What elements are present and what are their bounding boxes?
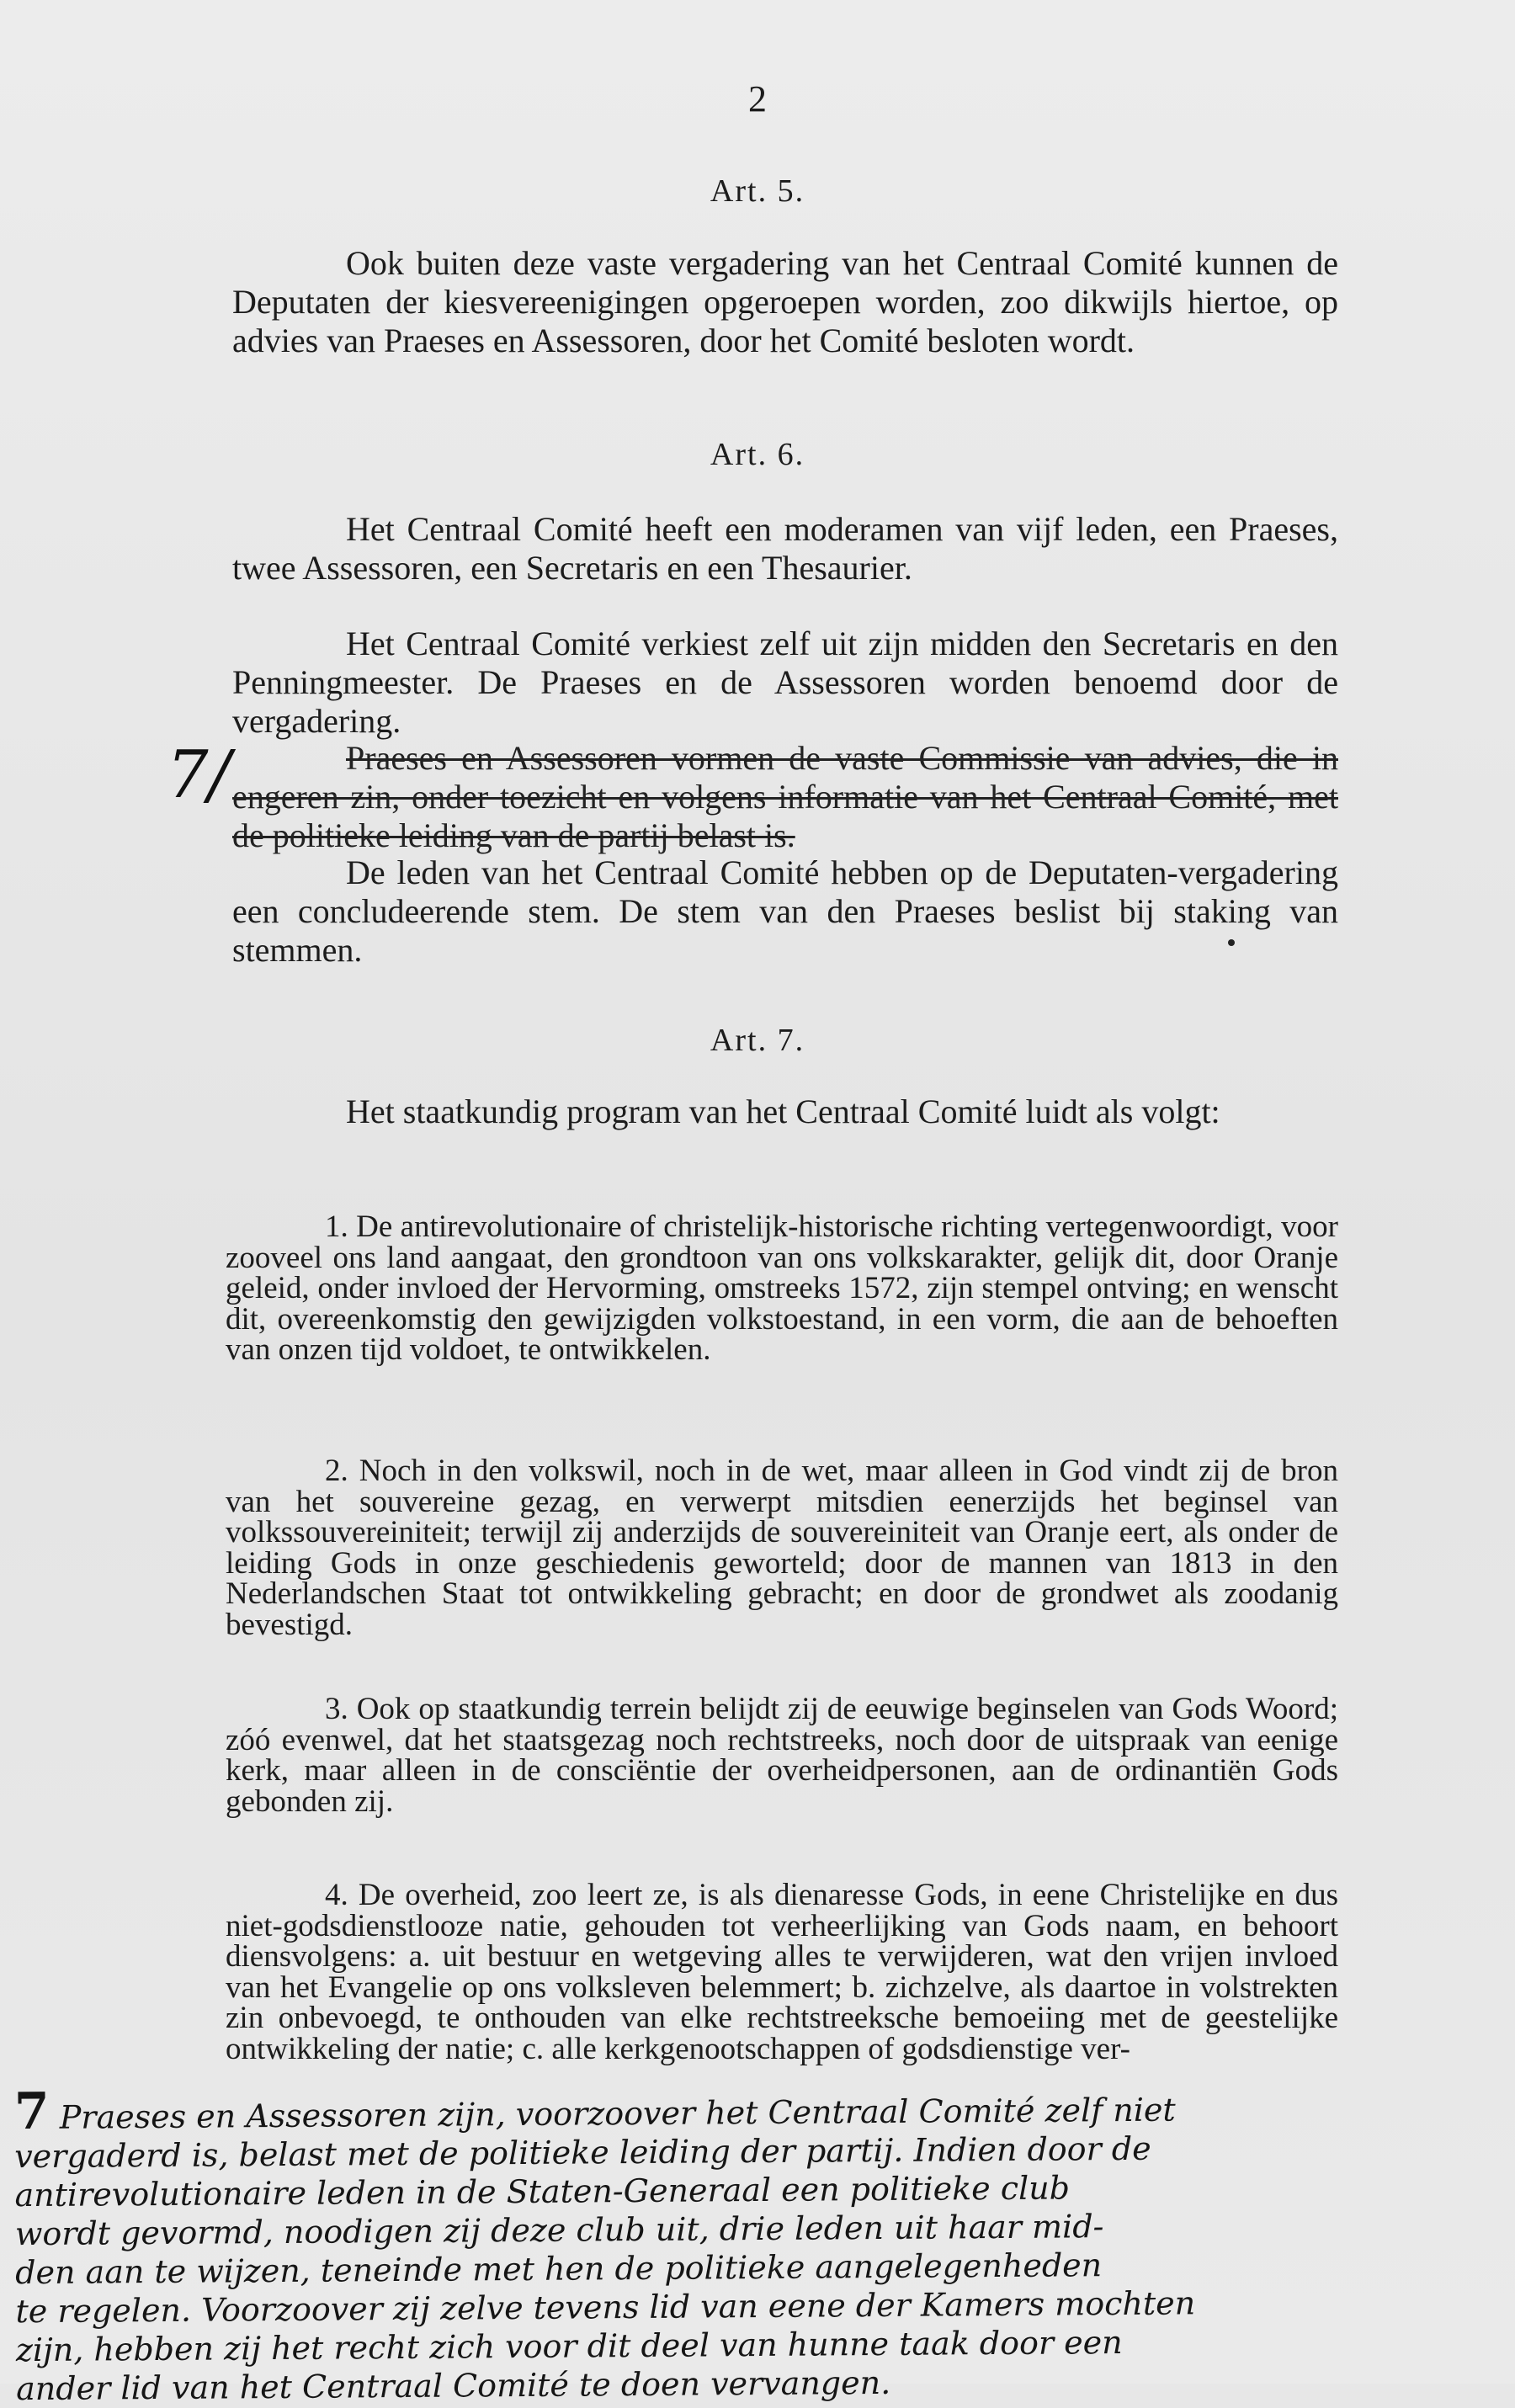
art7-heading: Art. 7.	[710, 1023, 805, 1058]
program-item-3	[226, 1694, 1338, 1817]
handwritten-line-5: den aan te wijzen, teneinde met hen de politieke aangelegenheden	[15, 2246, 1103, 2292]
amendment-mark: 7	[13, 2081, 50, 2142]
art6-p3-text: De leden van het Centraal Comité hebben op de Deputaten-vergadering een concludeerende stem. De stem van den Praeses beslist bij staking van stemmen.	[232, 853, 1338, 969]
art7-intro	[232, 1092, 1338, 1131]
art5-text: Ook buiten deze vaste vergadering van het Centraal Comité kunnen de Deputaten der kiesvereenigingen opgeroepen worden, zoo dikwijls hiertoe, op advies van Praeses en Assessoren, door het Comité besloten wordt.	[232, 244, 1338, 359]
handwritten-text-1: Praeses en Assessoren zijn, voorzoover het Centraal Comité zelf niet	[59, 2091, 1176, 2136]
art5-paragraph	[232, 244, 1338, 360]
program-item-1	[226, 1209, 1338, 1367]
margin-annotation-mark: 7/	[167, 737, 231, 813]
program-item-4-text: 4. De overheid, zoo leert ze, is als dienaresse Gods, in eene Christelijke en dus niet-godsdienstlooze natie, gehouden tot verheerlijking van Gods naam, en behoort diensvolgens: a. uit bestuur en wetgeving alles te verwijderen, wat den vrijen invloed van het Evangelie op ons volksleven belemmert; b. zichzelve, als daartoe in volstrekten zin onbevoegd, te onthouden van elke rechtstreeksche bemoeiing met de geestelijke ontwikkeling der natie; c. alle kerkgenootschappen of godsdienstige ver-	[226, 1878, 1338, 2066]
art6-paragraph-3	[232, 853, 1338, 970]
handwritten-line-6: te regelen. Voorzoover zij zelve tevens lid van eene der Kamers mochten	[15, 2284, 1196, 2331]
handwritten-amendment	[14, 2082, 1507, 2408]
art6-struck-paragraph	[232, 739, 1338, 855]
handwritten-line-4: wordt gevormd, noodigen zij deze club uit, drie leden uit haar mid-	[14, 2208, 1104, 2253]
art7-intro-text: Het staatkundig program van het Centraal Comité luidt als volgt:	[346, 1092, 1220, 1130]
art6-paragraph-2	[232, 625, 1338, 741]
art6-heading: Art. 6.	[710, 437, 805, 472]
program-item-2	[226, 1456, 1338, 1640]
page-number: 2	[748, 78, 767, 120]
art5-heading: Art. 5.	[710, 173, 805, 209]
art6-paragraph-1	[232, 510, 1338, 587]
handwritten-line-2: vergaderd is, belast met de politieke leiding der partij. Indien door de	[14, 2129, 1151, 2176]
handwritten-line-7: zijn, hebben zij het recht zich voor dit deel van hunne taak door een	[15, 2323, 1123, 2369]
program-item-4	[226, 1880, 1338, 2065]
handwritten-line-8: ander lid van het Centraal Comité te doen vervangen.	[16, 2363, 891, 2408]
handwritten-line-3: antirevolutionaire leden in de Staten-Generaal een politieke club	[14, 2169, 1071, 2214]
ink-dot	[1228, 939, 1235, 946]
struck-through-text: Praeses en Assessoren vormen de vaste Commissie van advies, die in engeren zin, onder toezicht en volgens informatie van het Centraal Comité, met de politieke leiding van de partij belast is.	[232, 739, 1338, 854]
program-item-3-text: 3. Ook op staatkundig terrein belijdt zij de eeuwige beginselen van Gods Woord; zóó evenwel, dat het staatsgezag noch rechtstreeks, noch door de uitspraak van eenige kerk, maar alleen in de consciëntie der overheidpersonen, aan de ordinantiën Gods gebonden zij.	[226, 1692, 1338, 1819]
program-item-1-text: 1. De antirevolutionaire of christelijk-historische richting vertegenwoordigt, voor zooveel ons land aangaat, den grondtoon van ons volkskarakter, gelijk dit, door Oranje geleid, onder invloed der Hervorming, omstreeks 1572, zijn stempel ontving; en wenscht dit, overeenkomstig den gewijzigden volkstoestand, in een vorm, die aan de behoeften van onzen tijd voldoet, te ontwikkelen.	[226, 1209, 1338, 1367]
art6-p2-text: Het Centraal Comité verkiest zelf uit zijn midden den Secretaris en den Penningmeester. De Praeses en de Assessoren worden benoemd door de vergadering.	[232, 625, 1338, 740]
program-item-2-text: 2. Noch in den volkswil, noch in de wet, maar alleen in God vindt zij de bron van het souvereine gezag, en verwerpt mitsdien eenerzijds het beginsel van volkssouvereiniteit; terwijl zij anderzijds de souvereiniteit van Oranje eert, als onder de leiding Gods in onze geschiedenis geworteld; door de mannen van 1813 in den Nederlandschen Staat tot ontwikkeling gebracht; en door de grondwet als zoodanig bevestigd.	[226, 1454, 1338, 1642]
art6-p1-text: Het Centraal Comité heeft een moderamen van vijf leden, een Praeses, twee Assessoren, een Secretaris en een Thesaurier.	[232, 510, 1338, 587]
